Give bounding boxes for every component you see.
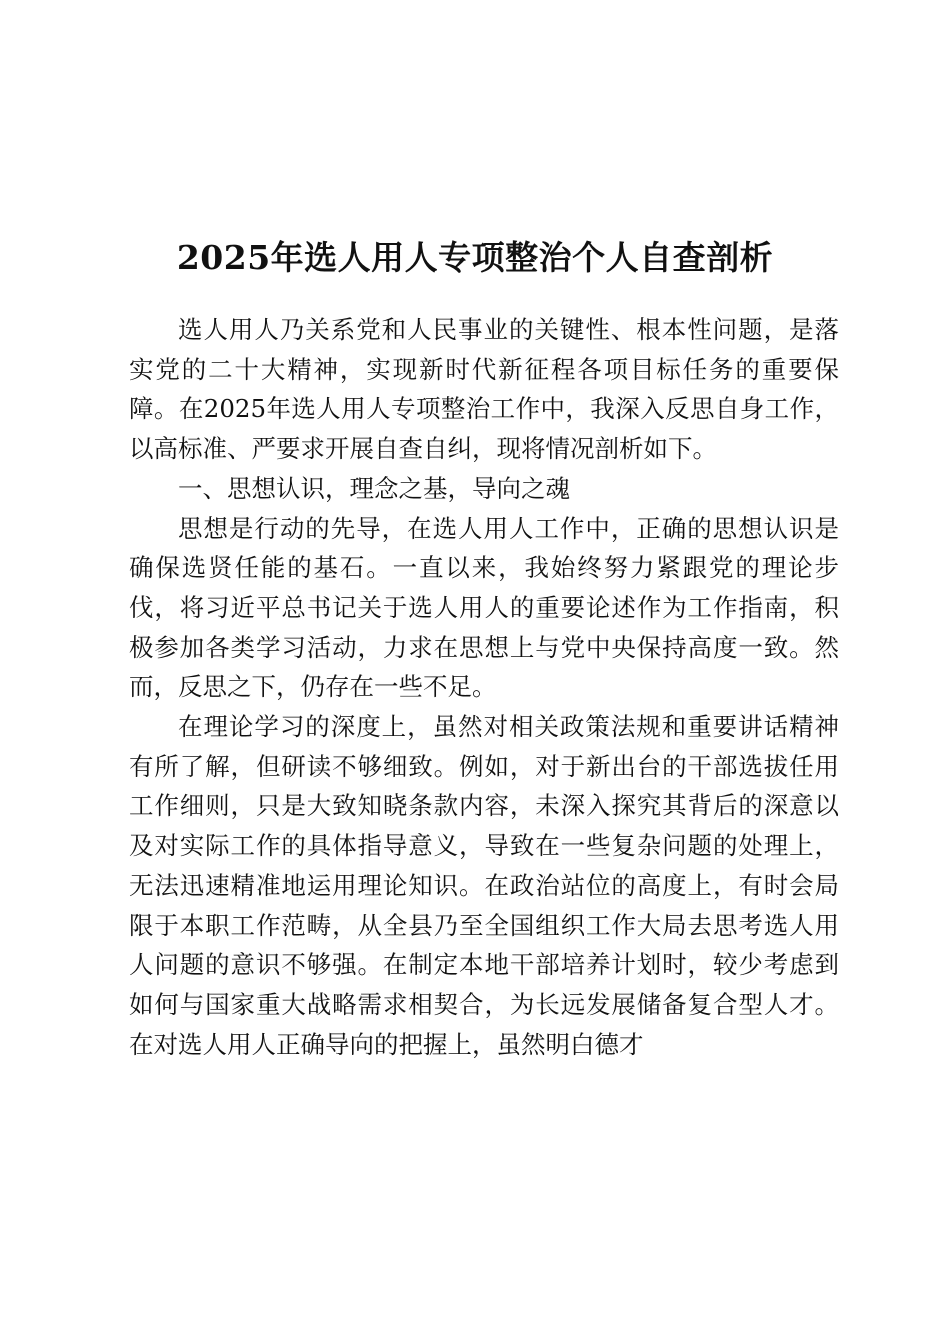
intro-paragraph: 选人用人乃关系党和人民事业的关键性、根本性问题，是落实党的二十大精神，实现新时代新征程各项目标任务的重要保障。在2025年选人用人专项整治工作中，我深入反思自身工作，以高标准、严要求开展自查自纠，现将情况剖析如下。 xyxy=(129,315,839,464)
section-heading-1: 一、思想认识，理念之基，导向之魂 xyxy=(178,473,570,503)
document-title: 2025年选人用人专项整治个人自查剖析 xyxy=(176,238,774,278)
body-paragraph-1: 思想是行动的先导，在选人用人工作中，正确的思想认识是确保选贤任能的基石。一直以来，我始终努力紧跟党的理论步伐，将习近平总书记关于选人用人的重要论述作为工作指南，积极参加各类学习活动，力求在思想上与党中央保持高度一致。然而，反思之下，仍存在一些不足。 xyxy=(129,513,839,702)
body-paragraph-2: 在理论学习的深度上，虽然对相关政策法规和重要讲话精神有所了解，但研读不够细致。例如，对于新出台的干部选拔任用工作细则，只是大致知晓条款内容，未深入探究其背后的深意以及对实际工作的具体指导意义，导致在一些复杂问题的处理上，无法迅速精准地运用理论知识。在政治站位的高度上，有时会局限于本职工作范畴，从全县乃至全国组织工作大局去思考选人用人问题的意识不够强。在制定本地干部培养计划时，较少考虑到如何与国家重大战略需求相契合，为长远发展储备复合型人才。在对选人用人正确导向的把握上，虽然明白德才 xyxy=(129,712,839,1059)
document-body xyxy=(129,310,839,1064)
